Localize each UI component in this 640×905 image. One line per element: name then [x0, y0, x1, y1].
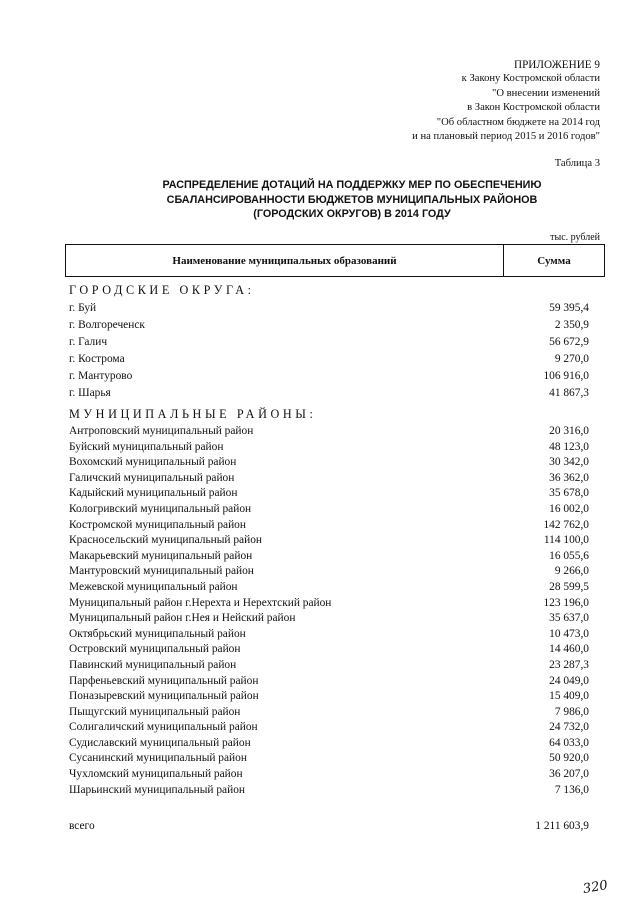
row-value: 9 270,0 [554, 353, 589, 365]
row-name: Муниципальный район г.Нерехта и Нерехтский район [69, 596, 332, 609]
row-value: 64 033,0 [549, 736, 589, 749]
row-value: 20 316,0 [549, 425, 589, 437]
row-name: Шарьинский муниципальный район [69, 783, 246, 796]
row-value: 23 287,3 [549, 658, 589, 671]
title-line: РАСПРЕДЕЛЕНИЕ ДОТАЦИЙ НА ПОДДЕРЖКУ МЕР ПО ОБЕСПЕЧЕНИЮ [162, 179, 542, 191]
total-label: всего [69, 820, 95, 832]
city-rows [69, 300, 589, 402]
table-row [69, 368, 589, 385]
row-value: 41 867,3 [549, 387, 589, 399]
appendix-line: "Об областном бюджете на 2014 год [436, 116, 600, 128]
row-value: 114 100,0 [543, 534, 589, 547]
row-name: Кологривский муниципальный район [69, 502, 252, 515]
row-value: 48 123,0 [549, 440, 589, 453]
row-name: г. Мантурово [69, 370, 133, 382]
table-row [69, 351, 589, 368]
row-value: 123 196,0 [543, 596, 589, 609]
table-row [69, 580, 589, 596]
table-row [69, 705, 589, 721]
row-value: 36 207,0 [549, 768, 589, 781]
row-value: 2 350,9 [554, 319, 589, 331]
row-value: 16 055,6 [549, 549, 589, 562]
row-value: 24 732,0 [549, 721, 589, 734]
appendix-line: в Закон Костромской области [467, 102, 600, 114]
district-rows [69, 424, 589, 798]
title-line: (ГОРОДСКИХ ОКРУГОВ) В 2014 ГОДУ [253, 208, 451, 220]
row-name: Галичский муниципальный район [69, 471, 235, 484]
row-name: Павинский муниципальный район [69, 658, 237, 671]
row-value: 30 342,0 [549, 456, 589, 469]
table-row [69, 533, 589, 549]
table-row [69, 627, 589, 643]
table-row [69, 549, 589, 565]
row-name: Октябрьский муниципальный район [69, 627, 246, 640]
row-name: Буйский муниципальный район [69, 440, 224, 453]
header-sum-cell: Сумма [537, 254, 571, 267]
row-name: Межевской муниципальный район [69, 580, 238, 593]
table-row [69, 471, 589, 487]
row-value: 36 362,0 [549, 471, 589, 484]
table-row [69, 564, 589, 580]
table-row [69, 424, 589, 440]
appendix-header [412, 58, 600, 144]
row-name: Островский муниципальный район [69, 643, 241, 656]
row-value: 35 637,0 [549, 612, 589, 625]
document-title [0, 178, 640, 222]
table-row [69, 440, 589, 456]
row-name: Вохомский муниципальный район [69, 456, 237, 469]
table-row [69, 455, 589, 471]
row-value: 142 762,0 [543, 518, 589, 531]
row-name: Антроповский муниципальный район [69, 425, 254, 437]
table-row [69, 334, 589, 351]
table-row [69, 674, 589, 690]
table-row [69, 720, 589, 736]
row-name: г. Кострома [69, 353, 125, 365]
table-row [69, 596, 589, 612]
row-name: Мантуровский муниципальный район [69, 565, 254, 578]
row-name: Сусанинский муниципальный район [69, 752, 247, 765]
row-value: 14 460,0 [549, 643, 589, 656]
row-name: Судиславский муниципальный район [69, 736, 251, 749]
table-row [69, 486, 589, 502]
appendix-line: ПРИЛОЖЕНИЕ 9 [513, 59, 600, 71]
row-name: Красносельский муниципальный район [69, 534, 262, 547]
unit-label: тыс. рублей [550, 232, 600, 243]
header-name-cell: Наименование муниципальных образований [66, 245, 504, 276]
row-name: г. Волгореченск [69, 319, 145, 331]
row-name: Макарьевский муниципальный район [69, 549, 253, 562]
row-name: Чухломский муниципальный район [69, 768, 243, 781]
row-name: г. Галич [69, 336, 108, 348]
row-name: Костромской муниципальный район [69, 518, 246, 531]
row-value: 16 002,0 [549, 502, 589, 515]
row-name: Кадыйский муниципальный район [69, 487, 238, 500]
table-header [65, 244, 605, 277]
table-label: Таблица 3 [554, 158, 600, 169]
row-value: 24 049,0 [549, 674, 589, 687]
page-number: 320 [582, 877, 610, 898]
row-value: 59 395,4 [549, 302, 589, 314]
table-row [69, 518, 589, 534]
row-value: 15 409,0 [549, 690, 589, 703]
row-name: Парфеньевский муниципальный район [69, 674, 259, 687]
table-row [69, 783, 589, 799]
row-value: 10 473,0 [549, 627, 589, 640]
row-value: 35 678,0 [549, 487, 589, 500]
row-value: 50 920,0 [549, 752, 589, 765]
row-value: 56 672,9 [549, 336, 589, 348]
table-row [69, 300, 589, 317]
district-section-label: МУНИЦИПАЛЬНЫЕ РАЙОНЫ: [69, 407, 317, 421]
row-name: Муниципальный район г.Нея и Нейский район [69, 612, 296, 625]
city-section-label: ГОРОДСКИЕ ОКРУГА: [69, 283, 255, 297]
table-row [69, 736, 589, 752]
table-row [69, 385, 589, 402]
appendix-line: "О внесении изменений [492, 87, 600, 99]
table-row [69, 502, 589, 518]
row-value: 106 916,0 [543, 370, 589, 382]
row-value: 9 266,0 [554, 565, 589, 578]
row-name: Поназыревский муниципальный район [69, 690, 259, 703]
row-value: 7 136,0 [554, 783, 589, 796]
table-row [69, 611, 589, 627]
appendix-line: и на плановый период 2015 и 2016 годов" [412, 131, 600, 143]
row-value: 7 986,0 [554, 705, 589, 718]
appendix-line: к Закону Костромской области [461, 73, 600, 85]
table-row [69, 642, 589, 658]
row-value: 28 599,5 [549, 580, 589, 593]
row-name: г. Шарья [69, 387, 111, 399]
table-row [69, 317, 589, 334]
row-name: Солигаличский муниципальный район [69, 721, 258, 734]
table-row [69, 689, 589, 705]
total-row [69, 817, 589, 835]
table-row [69, 751, 589, 767]
table-row [69, 767, 589, 783]
total-value: 1 211 603,9 [535, 820, 589, 832]
row-name: Пыщугский муниципальный район [69, 705, 241, 718]
table-row [69, 658, 589, 674]
row-name: г. Буй [69, 302, 97, 314]
title-line: СБАЛАНСИРОВАННОСТИ БЮДЖЕТОВ МУНИЦИПАЛЬНЫХ РАЙОНОВ [166, 193, 538, 206]
